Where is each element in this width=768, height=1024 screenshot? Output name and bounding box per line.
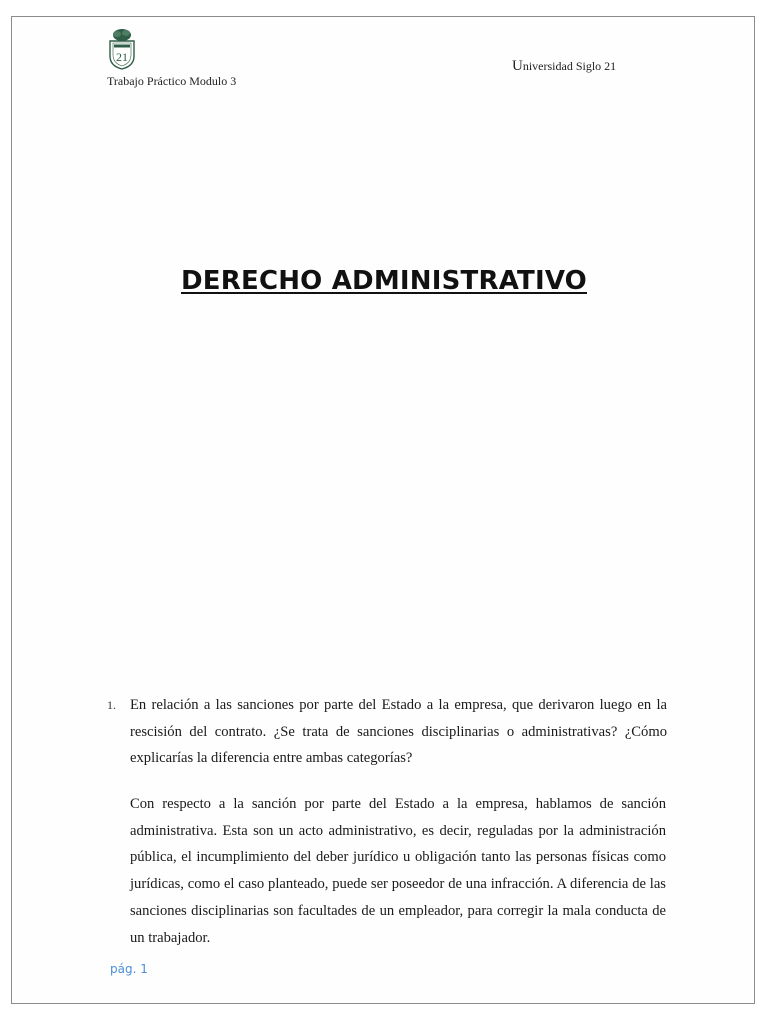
header-university-name: [512, 58, 616, 75]
header-university-rest: niversidad Siglo 21: [522, 59, 617, 73]
answer-paragraph: Con respecto a la sanción por parte del Estado a la empresa, hablamos de sanción administrativa. Esta son un acto administrativo, es decir, reguladas por la administración pública, el incumplimiento del deber jurídico u obligación tanto las personas físicas como jurídicas, como el caso planteado, puede ser poseedor de una infracción. A diferencia de las sanciones disciplinarias son facultades de un empleador, para corregir la mala conducta de un trabajador.: [130, 796, 666, 946]
page-number: pág. 1: [110, 962, 148, 976]
question-text: En relación a las sanciones por parte del Estado a la empresa, que derivaron luego en la rescisión del contrato. ¿Se trata de sanciones disciplinarias o administrativas? ¿Cómo explicarías la diferencia entre ambas categorías?: [130, 697, 667, 767]
question-number: 1.: [107, 698, 116, 712]
university-logo: [106, 28, 138, 70]
question-item: [107, 692, 667, 772]
header-university-initial: U: [512, 58, 523, 74]
logo-number: 21: [116, 50, 128, 64]
document-title: DERECHO ADMINISTRATIVO: [181, 266, 587, 296]
header-course-title: Trabajo Práctico Modulo 3: [107, 74, 237, 88]
